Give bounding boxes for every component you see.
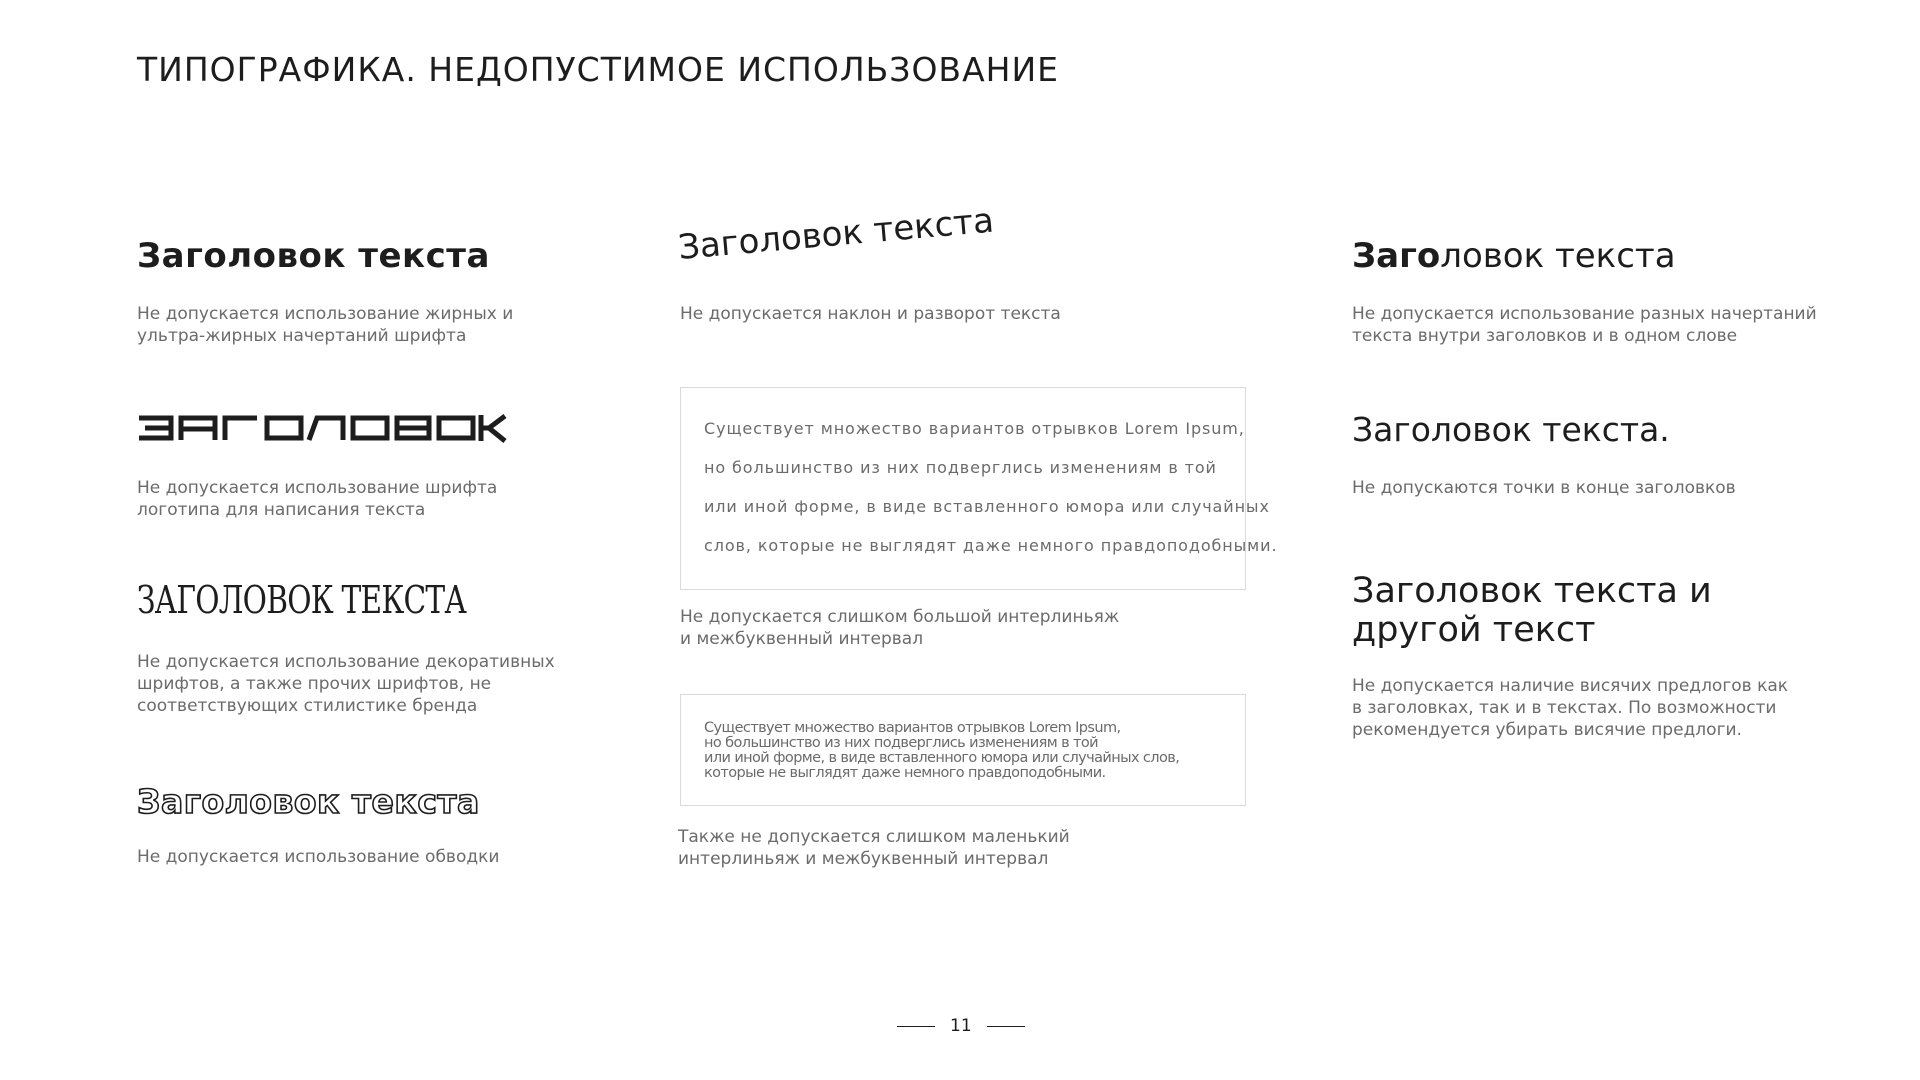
mixed-caption-line-2: текста внутри заголовков и в одном слове bbox=[1352, 326, 1738, 346]
loose-caption-line-2: и межбуквенный интервал bbox=[680, 629, 924, 649]
page-number-dash-right bbox=[987, 1026, 1025, 1027]
tight-caption-line-1: Также не допускается слишком маленький bbox=[678, 827, 1070, 847]
mixed-heading-bold-part: Заго bbox=[1352, 236, 1441, 276]
logo-letter-o2 bbox=[353, 418, 387, 438]
outline-caption: Не допускается использование обводки bbox=[137, 847, 500, 867]
logo-font-heading bbox=[137, 413, 509, 443]
tilted-heading-example bbox=[676, 200, 997, 268]
logo-caption: Не допускается использование шрифта логотипа для написания текста bbox=[137, 478, 498, 520]
loose-sample-line-1: Существует множество вариантов отрывков Lorem Ipsum, bbox=[704, 419, 1245, 438]
loose-sample-line-2: но большинство из них подверглись изменениям в той bbox=[704, 458, 1217, 477]
loose-spacing-sample-box bbox=[680, 387, 1278, 590]
logo-letter-ze bbox=[139, 418, 171, 438]
dot-caption: Не допускаются точки в конце заголовков bbox=[1352, 478, 1736, 498]
decorative-heading-example: ЗАГОЛОВОК ТЕКСТА bbox=[137, 578, 467, 622]
logo-letter-o3 bbox=[439, 418, 473, 438]
bold-caption: Не допускается использование жирных и ультра-жирных начертаний шрифта bbox=[137, 304, 514, 346]
page-number: 11 bbox=[950, 1016, 972, 1036]
tight-sample-line-1: Существует множество вариантов отрывков Lorem Ipsum, bbox=[704, 720, 1121, 736]
logo-letter-el bbox=[309, 418, 343, 440]
tight-caption-line-2: интерлиньяж и межбуквенный интервал bbox=[678, 849, 1049, 869]
tilted-caption: Не допускается наклон и разворот текста bbox=[680, 304, 1061, 324]
tight-spacing-sample-box bbox=[680, 694, 1246, 806]
outline-heading-example: Заголовок текста bbox=[137, 782, 480, 821]
page-number-dash-left bbox=[897, 1026, 935, 1027]
logo-letter-o1 bbox=[267, 418, 301, 438]
tight-sample-line-2: но большинство из них подверглись изменениям в той bbox=[704, 735, 1098, 751]
bold-heading-example: Заголовок текста bbox=[137, 236, 490, 276]
page-number-block bbox=[897, 1016, 1025, 1036]
mixed-heading-regular-part: ловок текста bbox=[1440, 236, 1676, 276]
logo-letter-ve bbox=[397, 418, 429, 438]
hanging-heading-line-2: другой текст bbox=[1352, 610, 1596, 650]
mixed-caption-line-1: Не допускается использование разных начертаний bbox=[1352, 304, 1817, 324]
hanging-preposition-heading-example bbox=[1352, 572, 1712, 650]
logo-letter-ka bbox=[481, 415, 505, 441]
loose-caption-line-1: Не допускается слишком большой интерлиньяж bbox=[680, 607, 1120, 627]
page-title: ТИПОГРАФИКА. НЕДОПУСТИМОЕ ИСПОЛЬЗОВАНИЕ bbox=[137, 50, 1059, 89]
tight-sample-line-3: или иной форме, в виде вставленного юмора или случайных слов, bbox=[704, 750, 1180, 766]
hanging-caption-line-2: в заголовках, так и в текстах. По возможности bbox=[1352, 698, 1777, 718]
loose-sample-line-4: слов, которые не выглядят даже немного правдоподобными. bbox=[704, 536, 1278, 555]
tilted-heading-text: Заголовок текста bbox=[676, 200, 996, 268]
loose-sample-line-3: или иной форме, в виде вставленного юмора или случайных bbox=[704, 497, 1270, 516]
logo-letter-ge bbox=[225, 418, 257, 440]
hanging-caption-line-3: рекомендуется убирать висячие предлоги. bbox=[1352, 720, 1742, 740]
mixed-weight-heading-example bbox=[1352, 236, 1676, 276]
hanging-heading-line-1: Заголовок текста и bbox=[1352, 571, 1712, 611]
dot-heading-example: Заголовок текста. bbox=[1352, 410, 1670, 449]
logo-letter-a bbox=[181, 418, 215, 440]
tight-sample-line-4: которые не выглядят даже немного правдоподобными. bbox=[704, 765, 1106, 781]
hanging-caption-line-1: Не допускается наличие висячих предлогов как bbox=[1352, 676, 1789, 696]
decorative-caption: Не допускается использование декоративных шрифтов, а также прочих шрифтов, не соответствующих стилистике бренда bbox=[137, 652, 555, 716]
